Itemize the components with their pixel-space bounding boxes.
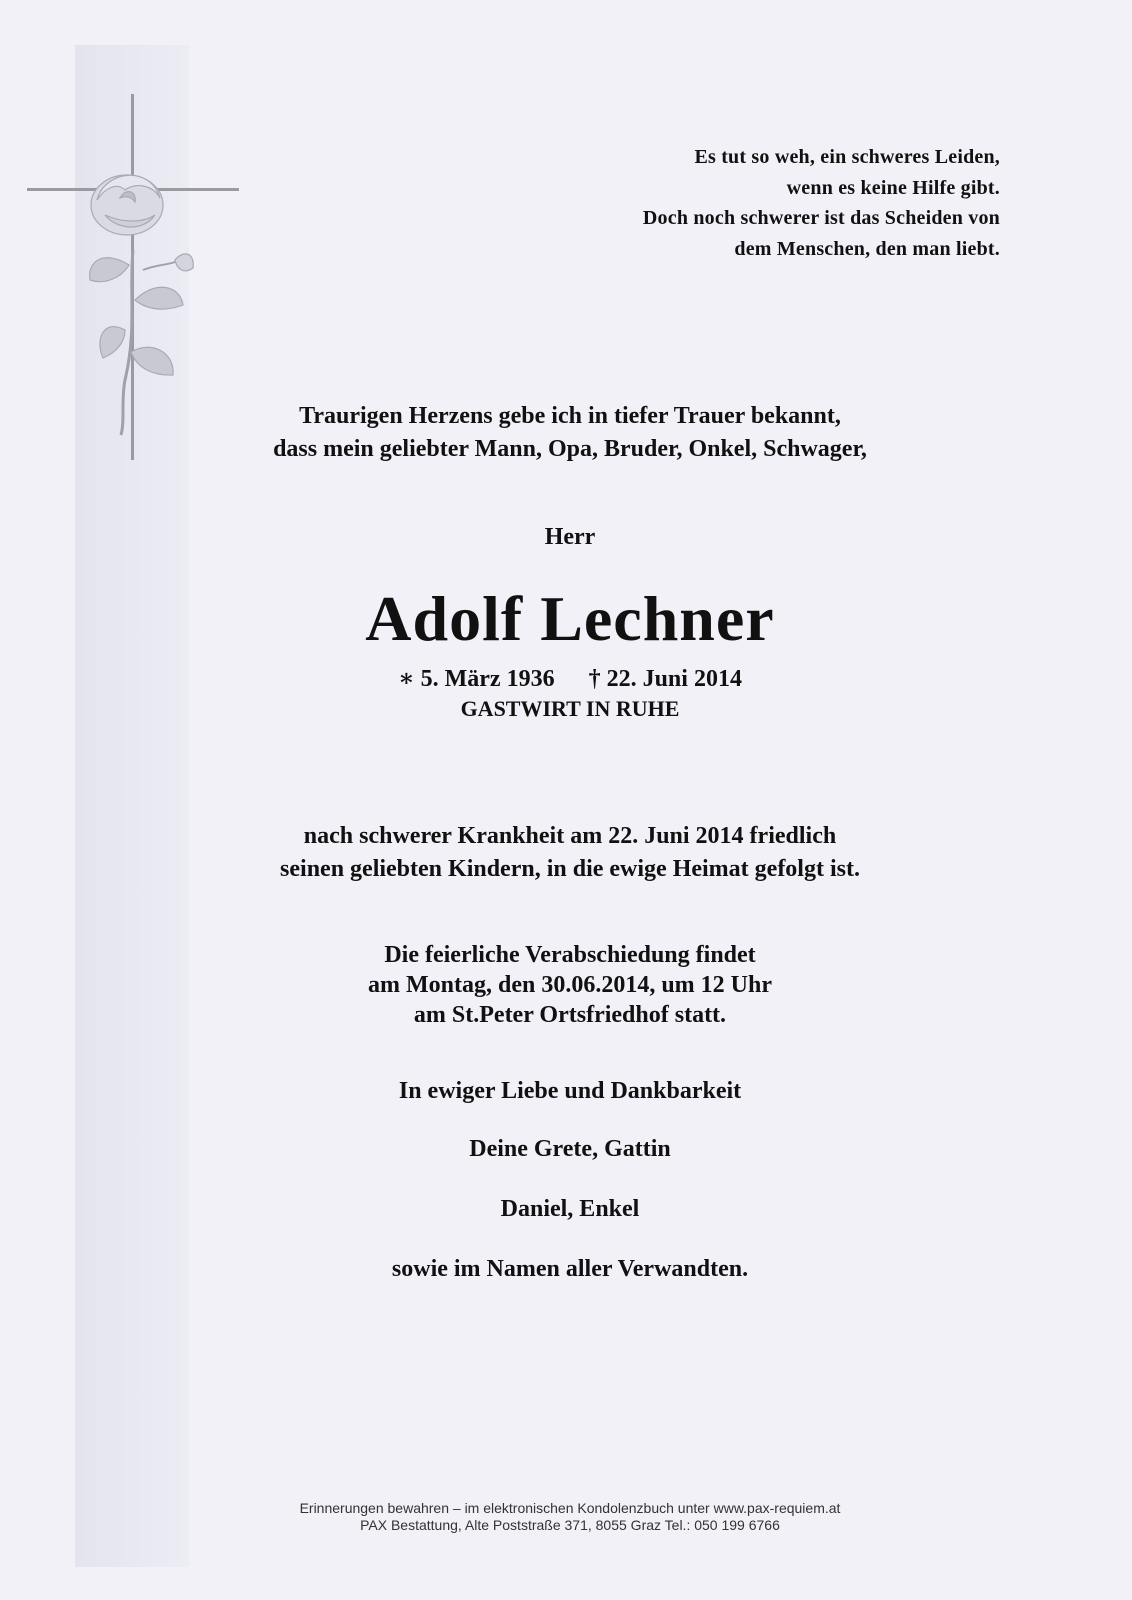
footer-line: PAX Bestattung, Alte Poststraße 371, 8055 Graz Tel.: 050 199 6766 [360, 1517, 780, 1533]
birth-date: ∗ 5. März 1936 [398, 666, 555, 692]
poem-line: Es tut so weh, ein schweres Leiden, [694, 146, 1000, 168]
death-text-line: nach schwerer Krankheit am 22. Juni 2014 friedlich [303, 823, 837, 849]
footer [190, 1500, 950, 1534]
footer-line: Erinnerungen bewahren – im elektronischen Kondolenzbuch unter www.pax-requiem.at [299, 1500, 841, 1516]
signer-spouse: Deine Grete, Gattin [469, 1136, 671, 1162]
poem-line: Doch noch schwerer ist das Scheiden von [642, 207, 1000, 229]
signer-grandchild: Daniel, Enkel [500, 1196, 640, 1222]
announcement-line: Traurigen Herzens gebe ich in tiefer Trauer bekannt, [299, 403, 841, 429]
ceremony-line: am St.Peter Ortsfriedhof statt. [413, 1002, 727, 1028]
death-date: † 22. Juni 2014 [588, 666, 742, 692]
ceremony-line: Die feierliche Verabschiedung findet [384, 942, 756, 968]
ceremony-line: am Montag, den 30.06.2014, um 12 Uhr [367, 972, 772, 998]
announcement [190, 400, 950, 466]
death-text-line: seinen geliebten Kindern, in die ewige Heimat gefolgt ist. [280, 856, 860, 882]
rose-icon [90, 175, 194, 435]
occupation: GASTWIRT IN RUHE [460, 696, 680, 721]
poem-line: dem Menschen, den man liebt. [734, 237, 1000, 260]
signer-relatives: sowie im Namen aller Verwandten. [391, 1256, 749, 1282]
memorial-poem [480, 142, 1000, 264]
poem-line: wenn es keine Hilfe gibt. [786, 176, 1000, 199]
announcement-line: dass mein geliebter Mann, Opa, Bruder, Onkel, Schwager, [273, 436, 867, 462]
ceremony-info [190, 940, 950, 1030]
salutation: Herr [544, 524, 596, 550]
life-dates [190, 664, 950, 694]
death-notice-text [190, 820, 950, 886]
deceased-name: Adolf Lechner [365, 583, 775, 654]
closing-line: In ewiger Liebe und Dankbarkeit [398, 1078, 742, 1104]
